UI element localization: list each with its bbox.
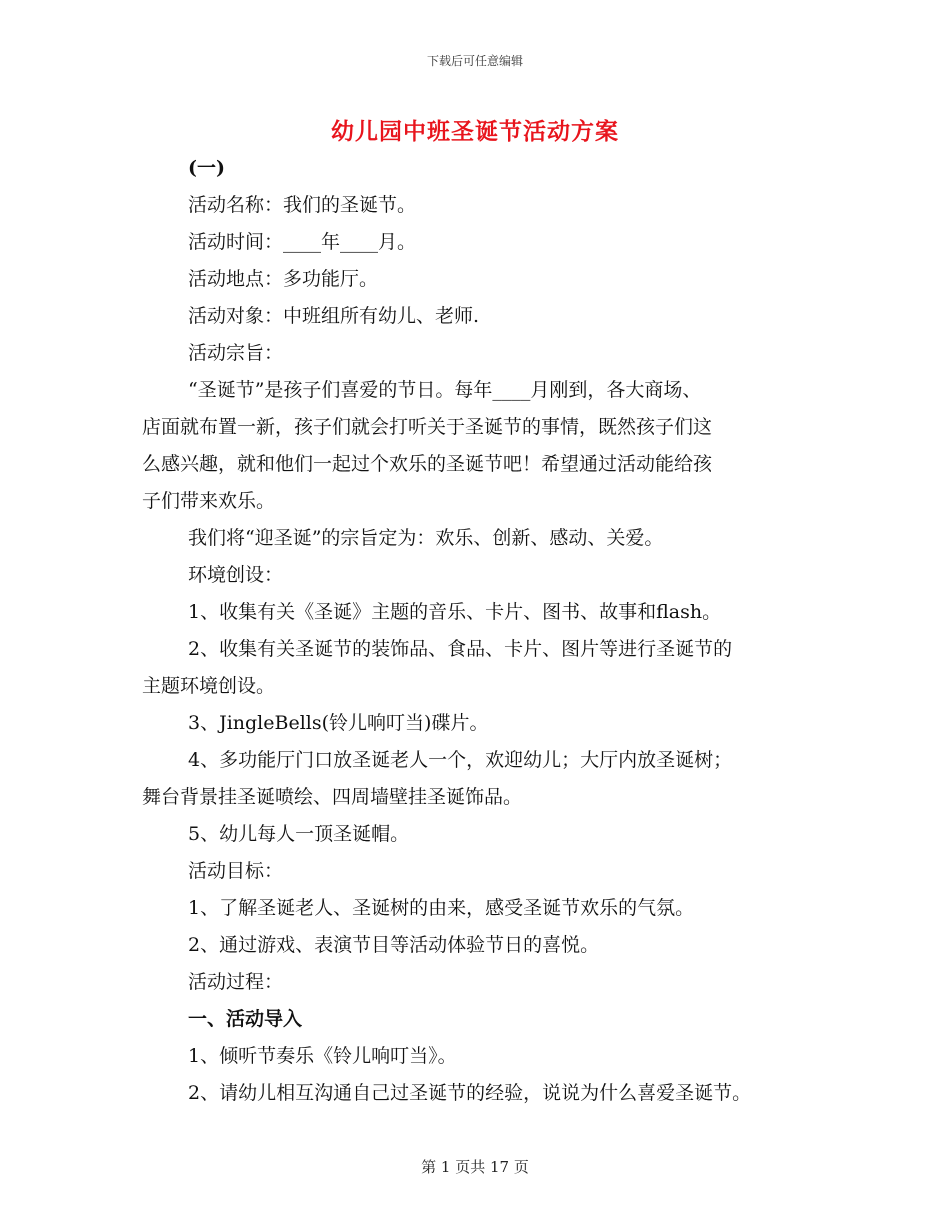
list-item-continuation: 主题环境创设。 [142,675,276,697]
document-body [142,150,822,1112]
list-item: 1、倾听节奏乐《铃儿响叮当》。 [188,1045,457,1067]
paragraph-line: 活动过程： [188,971,284,993]
list-item: 4、多功能厅门口放圣诞老人一个，欢迎幼儿；大厅内放圣诞树； [188,749,733,771]
section-heading-2: 一、活动导入 [188,1008,303,1030]
page-footer: 第 1 页共 17 页 [421,1158,529,1176]
document-title: 幼儿园中班圣诞节活动方案 [331,118,619,145]
paragraph-line: 店面就布置一新，孩子们就会打听关于圣诞节的事情，既然孩子们这 [142,416,713,438]
paragraph-line: 环境创设： [188,564,284,586]
paragraph-line: 么感兴趣，就和他们一起过个欢乐的圣诞节吧！希望通过活动能给孩 [142,453,713,475]
paragraph-line: 活动名称：我们的圣诞节。 [188,194,417,216]
paragraph-line: 子们带来欢乐。 [142,490,276,512]
list-item: 2、收集有关圣诞节的装饰品、食品、卡片、图片等进行圣诞节的 [188,638,733,660]
section-heading-1: (一) [188,157,225,179]
list-item-continuation: 舞台背景挂圣诞喷绘、四周墙壁挂圣诞饰品。 [142,786,523,808]
paragraph-line: 活动对象：中班组所有幼儿、老师. [188,305,480,327]
paragraph-line: 活动目标： [188,860,284,882]
list-item: 1、收集有关《圣诞》主题的音乐、卡片、图书、故事和flash。 [188,601,722,623]
list-item: 1、了解圣诞老人、圣诞树的由来，感受圣诞节欢乐的气氛。 [188,897,695,919]
list-item: 2、请幼儿相互沟通自己过圣诞节的经验，说说为什么喜爱圣诞节。 [188,1082,752,1104]
paragraph-line: 我们将“迎圣诞”的宗旨定为：欢乐、创新、感动、关爱。 [188,527,664,549]
paragraph-line: “圣诞节”是孩子们喜爱的节日。每年____月刚到，各大商场、 [188,379,702,401]
list-item: 3、JingleBells(铃儿响叮当)碟片。 [188,712,489,734]
paragraph-line: 活动宗旨： [188,342,284,364]
paragraph-line: 活动时间：____年____月。 [188,231,417,253]
list-item: 5、幼儿每人一顶圣诞帽。 [188,823,410,845]
list-item: 2、通过游戏、表演节目等活动体验节日的喜悦。 [188,934,600,956]
header-note: 下载后可任意编辑 [426,54,523,68]
paragraph-line: 活动地点：多功能厅。 [188,268,379,290]
